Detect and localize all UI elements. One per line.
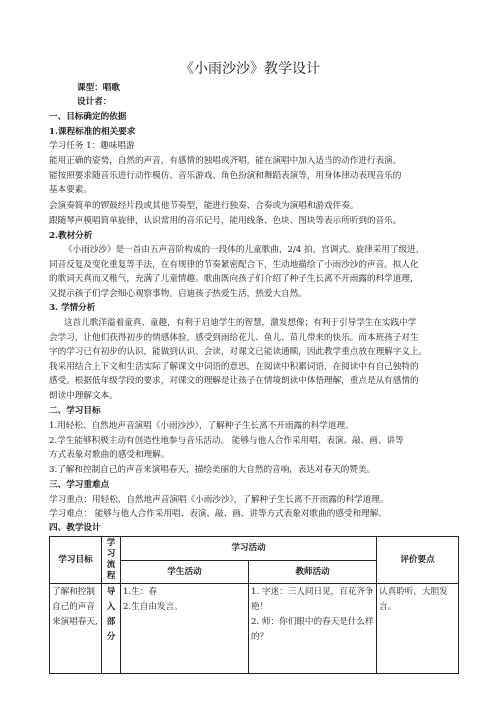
header-flow: 学习流程 [102, 537, 121, 584]
standard-line: 跟随琴声模唱简单旋律，认识常用的音乐记号，能用线条、色块、图块等表示所听到的音乐。 [49, 216, 402, 226]
section1-sub2: 2.教材分析 [49, 231, 93, 241]
learner-line: 这首儿歌洋溢着童真、童趣，有利于启迪学生的智慧，激发想像；有利于引导学生在实践中学 [64, 318, 417, 328]
course-type: 课型：唱歌 [77, 83, 120, 93]
designer: 设计者： [77, 97, 112, 107]
standard-line: 基本要素。 [49, 185, 92, 195]
goal-line: 1.用轻松、自然地声音演唱《小雨沙沙》，了解种子生长离不开雨露的科学道理。 [49, 421, 354, 431]
analysis-line: 的歌词天真而又稚气，充满了儿童情趣。歌曲既向孩子们介绍了种子生长离不开雨露的科学道理， [49, 274, 419, 284]
learner-line: 字的学习已有初步的认识，能做到认识、会读，对课文已能读通顺，因此教学重点放在理解字义上。 [49, 347, 428, 357]
task-line: 学习任务 1：趣味唱游 [49, 141, 135, 151]
analysis-line: 又提示孩子们学会细心观察事物。启迪孩子热爱生活，热爱大自然。 [49, 289, 307, 299]
row-eval: 认真聆听，大胆发言。 [377, 584, 459, 674]
header-activity: 学习活动 [121, 537, 377, 561]
standard-line: 能按照要求随音乐进行动作模仿、音乐游戏、角色扮演和舞蹈表演等，用身体律动表现音乐的 [49, 171, 402, 181]
section1-sub3: 3. 学情分析 [49, 303, 96, 313]
teaching-design-table [49, 536, 459, 674]
goal-line: 3.了解和控制自己的声音来演唱春天，描绘美丽的大自然的音响，表达对春天的赞美。 [49, 465, 376, 475]
document-title: 《小雨沙沙》教学设计 [180, 61, 320, 77]
learner-line: 会学习，让他们获得初步的情感体验，感受到雨给花儿、鱼儿、苗儿带来的快乐。而本班孩子对生 [49, 333, 419, 343]
section1-sub1: 1.课程标准的相关要求 [49, 127, 136, 137]
section3-heading: 三、学习重难点 [49, 480, 110, 490]
standard-line: 会演奏简单的锣鼓经片段或其他节奏型，能进行独奏、合奏或为演唱和游戏伴奏。 [49, 201, 359, 211]
row-student: 1.生：春 2.生自由发言。 [121, 584, 249, 674]
goal-line: 2.学生能够积极主动有创造性地参与音乐活动。 能够与他人合作采用唱、表演、敲、画、讲等 [49, 436, 404, 446]
learner-line: 我采用结合上下文和生活实际了解课文中词语的意思，在阅读中积累词语，在阅读中有自己独特的 [49, 362, 419, 372]
difficult-point: 学习难点： 能够与他人合作采用唱、表演、敲、画、讲等方式表象对歌曲的感受和理解。 [49, 509, 387, 519]
section1-heading: 一、目标确定的依据 [49, 112, 127, 122]
learner-line: 朗读中理解文本。 [49, 391, 118, 401]
header-eval: 评价要点 [377, 537, 459, 584]
analysis-line: 《小雨沙沙》是一首由五声音阶构成的一段体的儿童歌曲，2/4 拍，宫调式。旋律采用了级进， [64, 245, 425, 255]
header-student: 学生活动 [121, 560, 249, 584]
goal-line: 方式表象对歌曲的感受和理解。 [49, 450, 170, 460]
learner-line: 感受。根据低年级学段的要求，对课文的理解是让孩子在情境朗读中体悟理解，重点是从有感情的 [49, 376, 419, 386]
row-goal: 了解和控制自己的声音来演唱春天, [50, 584, 102, 674]
header-teacher: 教师活动 [249, 560, 377, 584]
analysis-line: 同音反复及变化重复等手法，在有规律的节奏紧密配合下，生动地描绘了小雨沙沙的声音。拟人化 [49, 260, 419, 270]
standard-line: 能用正确的姿势，自然的声音，有感情的独唱或齐唱，能在演唱中加入适当的动作进行表演。 [49, 156, 402, 166]
row-flow: 导入部分 [102, 584, 121, 674]
section4-heading: 四、教学设计 [49, 523, 101, 533]
key-point: 学习重点：用轻松、自然地声音演唱《小雨沙沙》，了解种子生长离不开雨露的科学道理。 [49, 495, 389, 505]
header-goal: 学习目标 [50, 537, 102, 584]
section2-heading: 二、学习目标 [49, 406, 101, 416]
row-teacher: 1. 字迷：三人同日见，百花齐争艳！ 2. 师：你们眼中的春天是什么样的？ [249, 584, 377, 674]
